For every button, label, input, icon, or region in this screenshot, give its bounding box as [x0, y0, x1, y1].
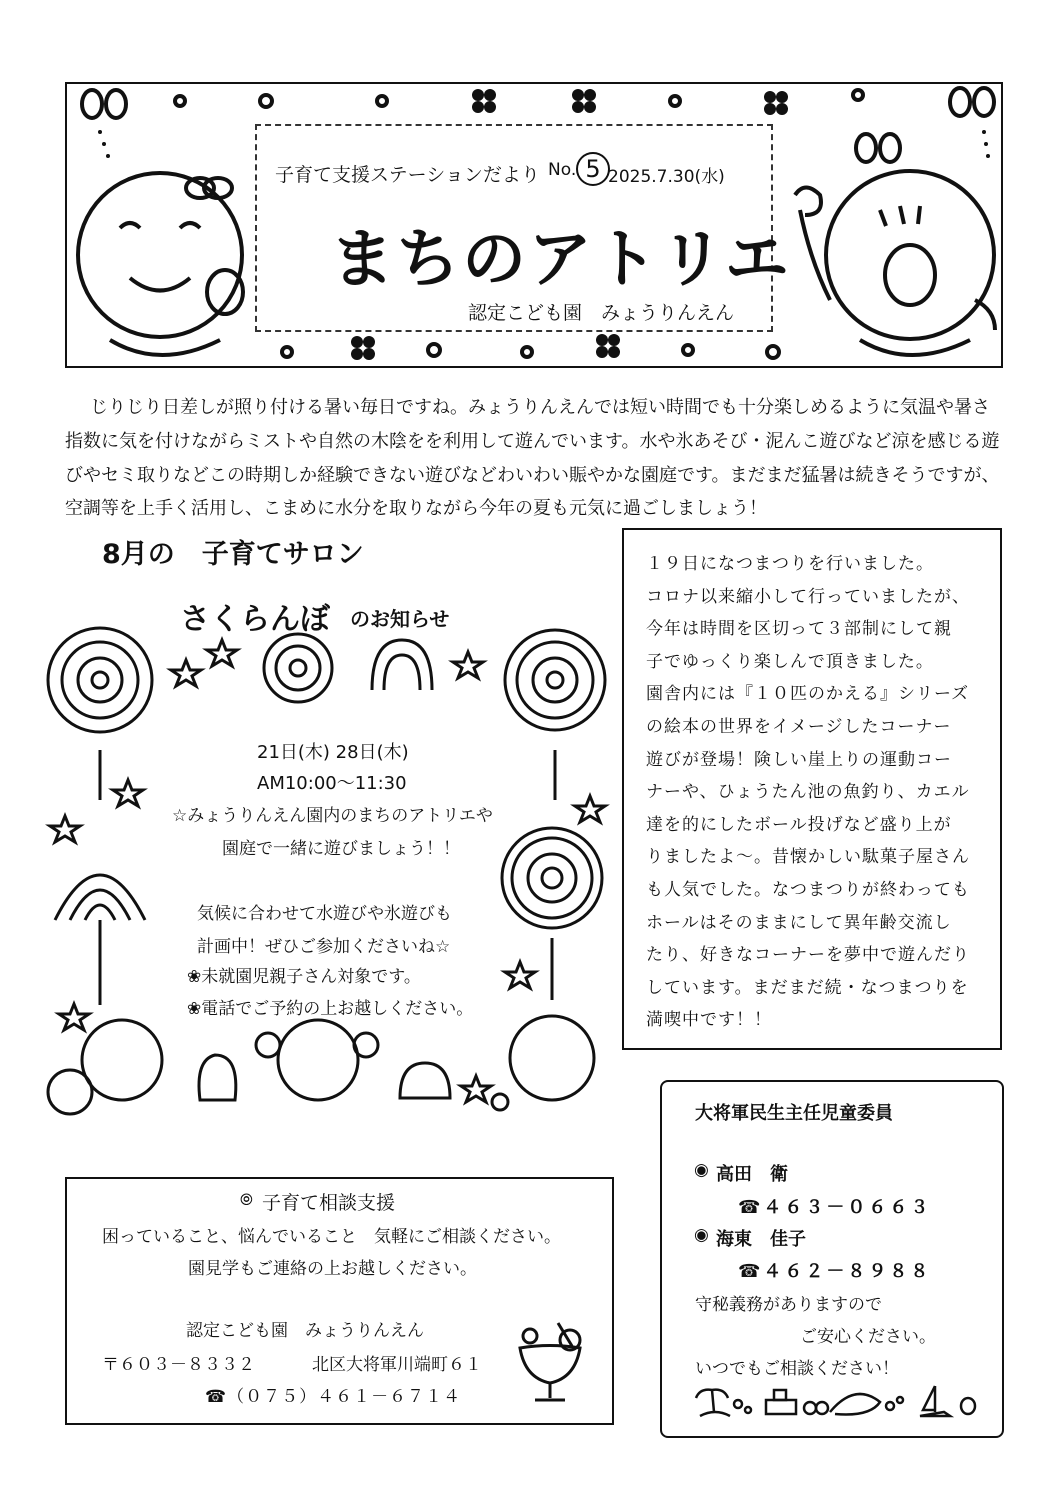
committee-person-phone: ☎４６３－０６６３: [738, 1197, 932, 1218]
report-line: りましたよ～。昔懐かしい駄菓子屋さん: [646, 847, 970, 868]
consult-org: 認定こども園 みょうりんえん: [186, 1321, 424, 1341]
salon-weather-line: 計画中！ぜひご参加くださいね☆: [197, 937, 451, 957]
publisher-name: 認定こども園 みょうりんえん: [468, 302, 735, 324]
report-line: 子でゆっくり楽しんで頂きました。: [646, 651, 934, 672]
report-line: も人気でした。なつまつりが終わっても: [646, 879, 970, 900]
consult-address: 北区大将軍川端町６１: [312, 1355, 482, 1375]
report-line: 遊びが登場！険しい崖上りの運動コー: [646, 749, 952, 770]
issue-date: 2025.7.30(水): [608, 167, 725, 187]
report-line: 満喫中です！！: [646, 1010, 772, 1031]
committee-person-phone: ☎４６２－８９８８: [738, 1261, 932, 1282]
fireworks-illustration: [0, 620, 620, 1140]
issue-number: 5: [576, 152, 610, 186]
event-report-text: [646, 548, 970, 1037]
consult-phone: ☎（０７５）４６１－６７１４: [205, 1387, 462, 1407]
newsletter-subtitle: 子育て支援ステーションだより: [275, 164, 540, 186]
consult-line: 園見学もご連絡の上お越しください。: [188, 1259, 477, 1279]
report-line: ホールはそのままにして異年齢交流し: [646, 912, 952, 933]
consult-postal: 〒６０３－８３３２: [102, 1355, 255, 1375]
report-line: の絵本の世界をイメージしたコーナー: [646, 716, 952, 737]
salon-place-line: 園庭で一緒に遊びましょう！！: [222, 839, 460, 859]
committee-closing: いつでもご相談ください！: [695, 1359, 899, 1379]
report-line: たり、好きなコーナーを夢中で遊んだり: [646, 945, 970, 966]
salon-heading: 8月の 子育てサロン: [102, 539, 364, 570]
report-line: しています。まだまだ続・なつまつりを: [646, 977, 969, 998]
intro-line: 空調等を上手く活用し、こまめに水分を取りながら今年の夏も元気に過ごしましょう！: [65, 498, 767, 519]
salon-name-suffix: のお知らせ: [350, 607, 450, 631]
intro-line: じりじり日差しが照り付ける暑い毎日ですね。みょうりんえんでは短い時間でも十分楽しめるように気温や暑さ: [90, 397, 990, 418]
confidentiality-note: 守秘義務がありますので: [695, 1295, 882, 1315]
salon-note: ❀電話でご予約の上お越しください。: [187, 999, 474, 1019]
salon-time: AM10:00～11:30: [257, 773, 407, 794]
report-line: 達を的にしたボール投げなど盛り上が: [646, 814, 952, 835]
person-bullet-icon: ◉: [694, 1160, 709, 1180]
intro-line: 指数に気を付けながらミストや自然の木陰をを利用して遊んでいます。水や氷あそび・泥んこ遊びなど涼を感じる遊: [65, 431, 1000, 452]
committee-person-name: 高田 衛: [716, 1164, 788, 1185]
consult-line: 困っていること、悩んでいること 気軽にご相談ください。: [102, 1227, 561, 1247]
summer-icons-row: [690, 1382, 990, 1422]
report-line: 園舎内には『１０匹のかえる』シリーズ: [646, 684, 970, 705]
confidentiality-note: ご安心ください。: [800, 1327, 936, 1347]
salon-dates: 21日(木) 28日(木): [257, 742, 409, 763]
issue-prefix: No.: [548, 160, 577, 180]
committee-title: 大将軍民生主任児童委員: [695, 1103, 893, 1124]
salon-name: さくらんぼ: [180, 602, 330, 637]
committee-person-name: 海東 佳子: [716, 1229, 806, 1250]
report-line: ナーや、ひょうたん池の魚釣り、カエル: [646, 782, 970, 803]
consult-heading: 子育て相談支援: [262, 1192, 396, 1214]
report-line: １９日になつまつりを行いました。: [646, 554, 934, 574]
salon-weather-line: 気候に合わせて水遊びや氷遊びも: [197, 904, 452, 924]
intro-line: びやセミ取りなどこの時期しか経験できない遊びなどわいわい賑やかな園庭です。まだまだ猛暑は続きそうですが、: [65, 465, 1000, 486]
consult-bullet-icon: ⦾: [240, 1190, 253, 1209]
report-line: 今年は時間を区切って３部制にして親: [646, 619, 952, 640]
drink-illustration: [510, 1318, 590, 1408]
newsletter-title: まちのアトリエ: [330, 223, 791, 297]
salon-note: ❀未就園児親子さん対象です。: [187, 967, 421, 987]
person-bullet-icon: ◉: [694, 1225, 709, 1245]
salon-place-line: ☆みょうりんえん園内のまちのアトリエや: [172, 806, 493, 826]
report-line: コロナ以来縮小して行っていましたが、: [646, 586, 970, 607]
